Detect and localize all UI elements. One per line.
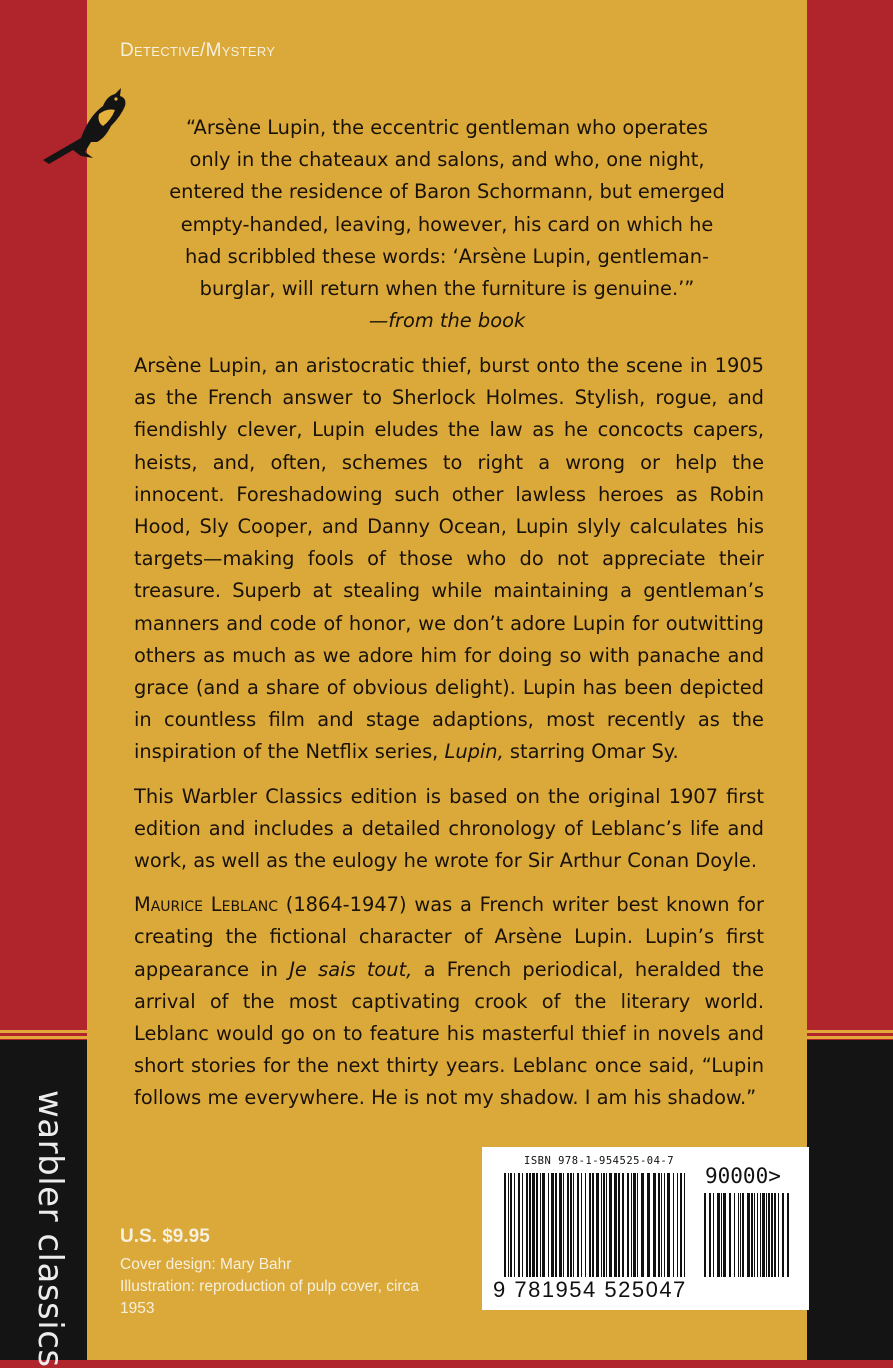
barcode-bar [631, 1173, 632, 1277]
barcode-bar [768, 1193, 770, 1277]
barcode-bar [542, 1173, 545, 1277]
barcode-bar [658, 1173, 660, 1277]
author-paragraph [134, 889, 764, 1114]
gold-stripe [0, 1036, 87, 1039]
barcode-bar [740, 1193, 741, 1277]
barcode-bar [787, 1193, 789, 1277]
barcode-bar [637, 1173, 638, 1277]
barcode-digits: 9 781954 525047 [493, 1277, 687, 1302]
barcode-bars [492, 1173, 800, 1277]
barcode-bar [618, 1173, 620, 1277]
barcode-bar [684, 1173, 685, 1277]
credits [120, 1254, 440, 1320]
edition-paragraph: This Warbler Classics edition is based on the original 1907 first edition and includes a detailed chronology of Leblanc’s life and work, as well as the eulogy he wrote for Sir Arthur Conan Doyle. [134, 784, 764, 873]
periodical-title: Je sais tout, [289, 957, 413, 981]
left-border [0, 0, 87, 1368]
barcode-bar [774, 1193, 776, 1277]
barcode-bar [673, 1173, 674, 1277]
barcode-bar [757, 1193, 758, 1277]
price-addon-code: 90000> [705, 1164, 781, 1188]
gold-stripe [0, 1030, 87, 1033]
barcode-bar [661, 1173, 662, 1277]
barcode-bar [760, 1193, 761, 1277]
barcode-bar [585, 1173, 586, 1277]
barcode-bar [526, 1173, 528, 1277]
gold-stripe [807, 1036, 893, 1039]
genre-text: Detective/Mystery [120, 40, 276, 61]
barcode-bar [563, 1173, 564, 1277]
barcode-bar [573, 1173, 574, 1277]
barcode-bar [778, 1193, 779, 1277]
barcode-bar [704, 1193, 706, 1277]
barcode-bar [721, 1193, 722, 1277]
genre-label [120, 40, 275, 62]
barcode-bar [633, 1173, 636, 1277]
book-quote [167, 112, 727, 337]
barcode-bar [522, 1173, 523, 1277]
barcode-bar [738, 1193, 739, 1277]
barcode-bar [551, 1173, 554, 1277]
isbn-barcode [482, 1147, 809, 1310]
barcode-bar [577, 1173, 579, 1277]
right-border [807, 0, 893, 1360]
barcode-bar [667, 1173, 670, 1277]
isbn-label: ISBN 978-1-954525-04-7 [524, 1155, 675, 1167]
barcode-bar [609, 1173, 612, 1277]
barcode-bar [592, 1173, 594, 1277]
barcode-bar [647, 1173, 650, 1277]
barcode-bar [762, 1193, 765, 1277]
spine-publisher-name: warbler classics [30, 1090, 70, 1368]
barcode-bar [606, 1173, 607, 1277]
para1-end: starring Omar Sy. [503, 740, 679, 764]
description-paragraph [134, 350, 764, 769]
barcode-bar [677, 1173, 678, 1277]
barcode-bar [601, 1173, 602, 1277]
barcode-bar [717, 1193, 720, 1277]
barcode-bar [771, 1193, 773, 1277]
barcode-bar [510, 1173, 512, 1277]
series-title: Lupin, [444, 740, 504, 764]
barcode-bar [555, 1173, 557, 1277]
barcode-bar [641, 1173, 644, 1277]
barcode-bar [664, 1173, 665, 1277]
barcode-bar [589, 1173, 591, 1277]
barcode-bar [680, 1173, 682, 1277]
para1-text: Arsène Lupin, an aristocratic thief, burst onto the scene in 1905 as the French answer to Sherlock Holmes. Stylish, rogue, and fiendishly clever, Lupin eludes the law as he concocts capers, heists, and, often, schemes to right a wrong or help the innocent. Foreshadowing such other lawless heroes as Robin Hood, Sly Cooper, and Danny Ocean, Lupin slyly calculates his targets—making fools of those who do not appreciate their treasure. Superb at stealing while maintaining a gentleman’s manners and code of honor, we don’t adore Lupin for outwitting others as much as we adore him for doing so with panache and grace (and a share of obvious delight). Lupin has been depicted in countless film and stage adaptions, most recently as the inspiration of the Netflix series, [134, 354, 764, 764]
barcode-bar [742, 1193, 744, 1277]
para3-end: a French periodical, heralded the arrival of the most captivating crook of the literary world. Leblanc would go on to feature his masterful thief in novels and short stories for the next thirty years. Leblanc once said, “Lupin follows me everywhere. He is not my shadow. I am his shadow.” [134, 957, 764, 1110]
barcode-bar [734, 1193, 735, 1277]
author-name: Maurice Leblanc [134, 893, 278, 917]
barcode-bar [581, 1173, 582, 1277]
price: U.S. $9.95 [120, 1226, 210, 1247]
gold-stripe [807, 1030, 893, 1033]
quote-text: “Arsène Lupin, the eccentric gentleman who operates only in the chateaux and salons, and who, one night, entered the residence of Baron Schormann, but emerged empty-handed, leaving, however, his card on which he had scribbled these words: ‘Arsène Lupin, gentleman-burglar, will return when the furniture is genuine.’” [169, 116, 725, 301]
barcode-bar [723, 1193, 726, 1277]
barcode-bar [713, 1193, 714, 1277]
barcode-bar [540, 1173, 541, 1277]
barcode-bar [529, 1173, 531, 1277]
barcode-bar [536, 1173, 538, 1277]
barcode-bar [782, 1193, 784, 1277]
barcode-bar [514, 1173, 515, 1277]
barcode-bar [622, 1173, 624, 1277]
barcode-bar [729, 1193, 731, 1277]
cover-design-credit: Cover design: Mary Bahr [120, 1256, 292, 1273]
barcode-bar [603, 1173, 605, 1277]
barcode-bar [596, 1173, 599, 1277]
barcode-bar [548, 1173, 549, 1277]
para3-text: (1864-1947) was a French writer best known for creating the fictional character of Arsène Lupin. Lupin’s first appearance in [134, 893, 764, 981]
barcode-bar [559, 1173, 562, 1277]
barcode-bar [709, 1193, 711, 1277]
barcode-bar [532, 1173, 535, 1277]
barcode-bar [747, 1193, 750, 1277]
barcode-bar [570, 1173, 572, 1277]
barcode-bar [614, 1173, 617, 1277]
right-black-band [807, 1040, 893, 1360]
barcode-bar [508, 1173, 509, 1277]
barcode-bar [518, 1173, 520, 1277]
barcode-bar [766, 1193, 767, 1277]
illustration-credit: Illustration: reproduction of pulp cover, circa 1953 [120, 1278, 419, 1317]
barcode-bar [567, 1173, 569, 1277]
barcode-bar [504, 1173, 506, 1277]
warbler-bird-icon [41, 86, 136, 171]
quote-attribution: —from the book [368, 309, 526, 333]
barcode-bar [754, 1193, 755, 1277]
barcode-bar [653, 1173, 656, 1277]
barcode-bar [751, 1193, 753, 1277]
barcode-bar [627, 1173, 629, 1277]
description [134, 350, 764, 1127]
